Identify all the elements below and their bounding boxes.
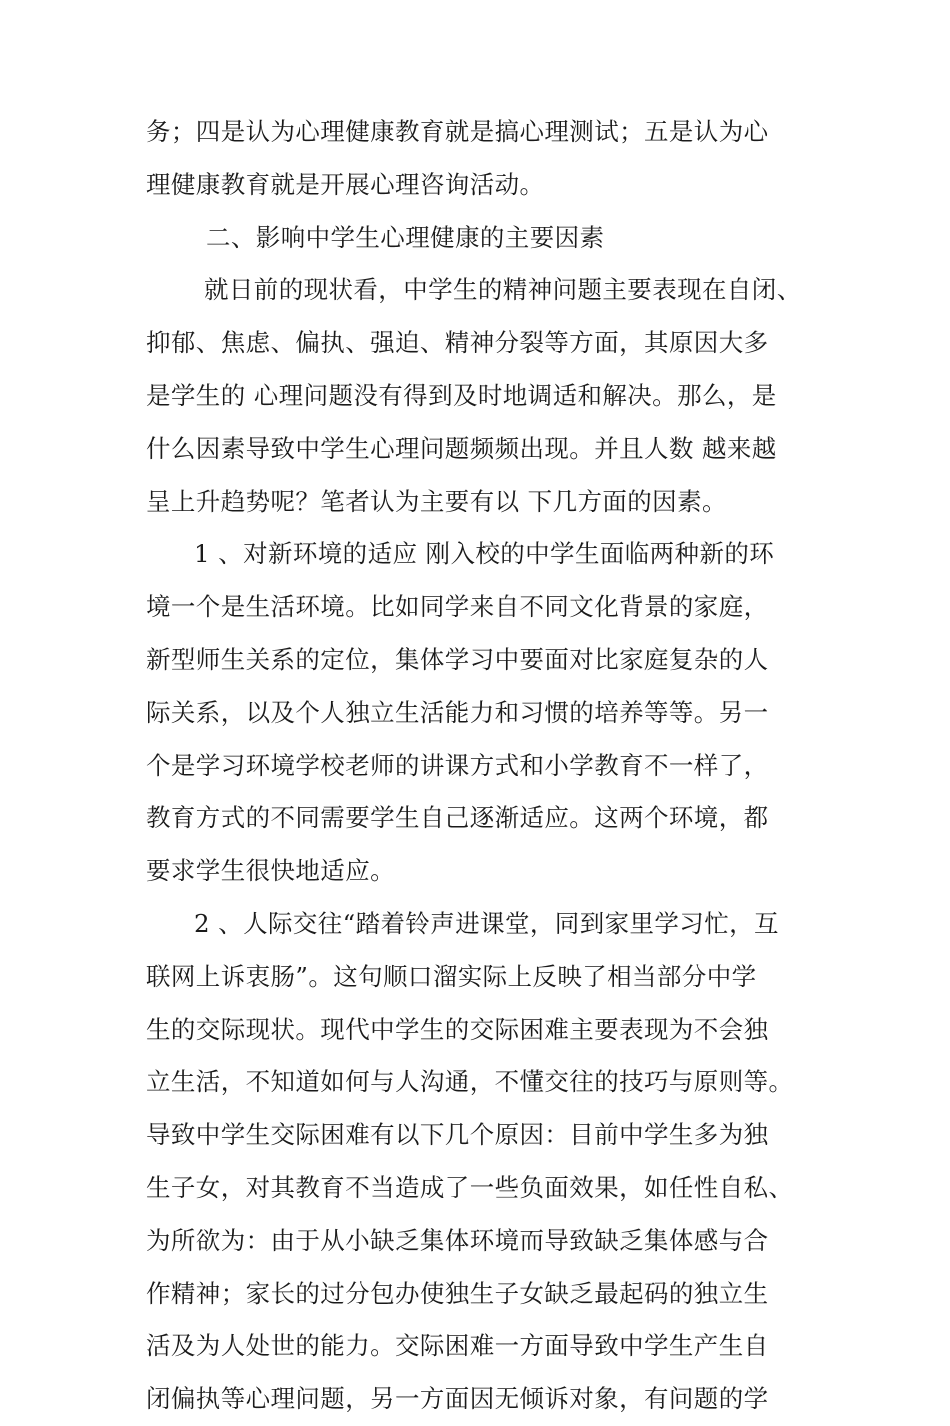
text-line: 什么因素导致中学生心理问题频频出现。并且人数 越来越: [146, 433, 777, 463]
text-line: 活及为人处世的能力。交际困难一方面导致中学生产生自: [146, 1331, 769, 1361]
document-body: [146, 106, 814, 1426]
text-line: 闭偏执等心理问题，另一方面因无倾诉对象，有问题的学: [146, 1384, 769, 1414]
text-line: 作精神；家长的过分包办使独生子女缺乏最起码的独立生: [146, 1278, 769, 1308]
text-line: 要求学生很快地适应。: [146, 856, 395, 886]
text-line: 务；四是认为心理健康教育就是搞心理测试；五是认为心: [146, 117, 769, 146]
text-line: 是学生的 心理问题没有得到及时地调适和解决。那么，是: [146, 380, 777, 410]
numbered-item-heading: 2 、人际交往“踏着铃声进课堂，同到家里学习忙，互: [194, 908, 779, 938]
text-line: 生的交际现状。现代中学生的交际困难主要表现为不会独: [146, 1014, 769, 1044]
text-line: 抑郁、焦虑、偏执、强迫、精神分裂等方面，其原因大多: [146, 328, 769, 358]
text-line: 境一个是生活环境。比如同学来自不同文化背景的家庭，: [146, 592, 769, 622]
text-line: 导致中学生交际困难有以下几个原因：目前中学生多为独: [146, 1120, 769, 1150]
text-line: 为所欲为：由于从小缺乏集体环境而导致缺乏集体感与合: [146, 1225, 769, 1255]
text-line: 理健康教育就是开展心理咨询活动。: [146, 169, 545, 199]
numbered-item-heading: 1 、对新环境的适应 刚入校的中学生面临两种新的环: [194, 539, 775, 569]
text-line: 立生活，不知道如何与人沟通，不懂交往的技巧与原则等。: [146, 1067, 794, 1097]
text-line: 联网上诉衷肠”。这句顺口溜实际上反映了相当部分中学: [146, 961, 757, 991]
text-line: 教育方式的不同需要学生自己逐渐适应。这两个环境，都: [146, 803, 769, 833]
text-line: 生子女，对其教育不当造成了一些负面效果，如任性自私、: [146, 1172, 794, 1202]
text-line: 个是学习环境学校老师的讲课方式和小学教育不一样了，: [146, 750, 769, 780]
text-line: 际关系，以及个人独立生活能力和习惯的培养等等。另一: [146, 697, 769, 727]
text-line: 就日前的现状看，中学生的精神问题主要表现在自闭、: [204, 275, 802, 305]
text-line: 新型师生关系的定位，集体学习中要面对比家庭复杂的人: [146, 644, 769, 674]
text-line: 呈上升趋势呢？笔者认为主要有以 下几方面的因素。: [146, 486, 727, 516]
section-heading: 二、影响中学生心理健康的主要因素: [206, 222, 605, 252]
